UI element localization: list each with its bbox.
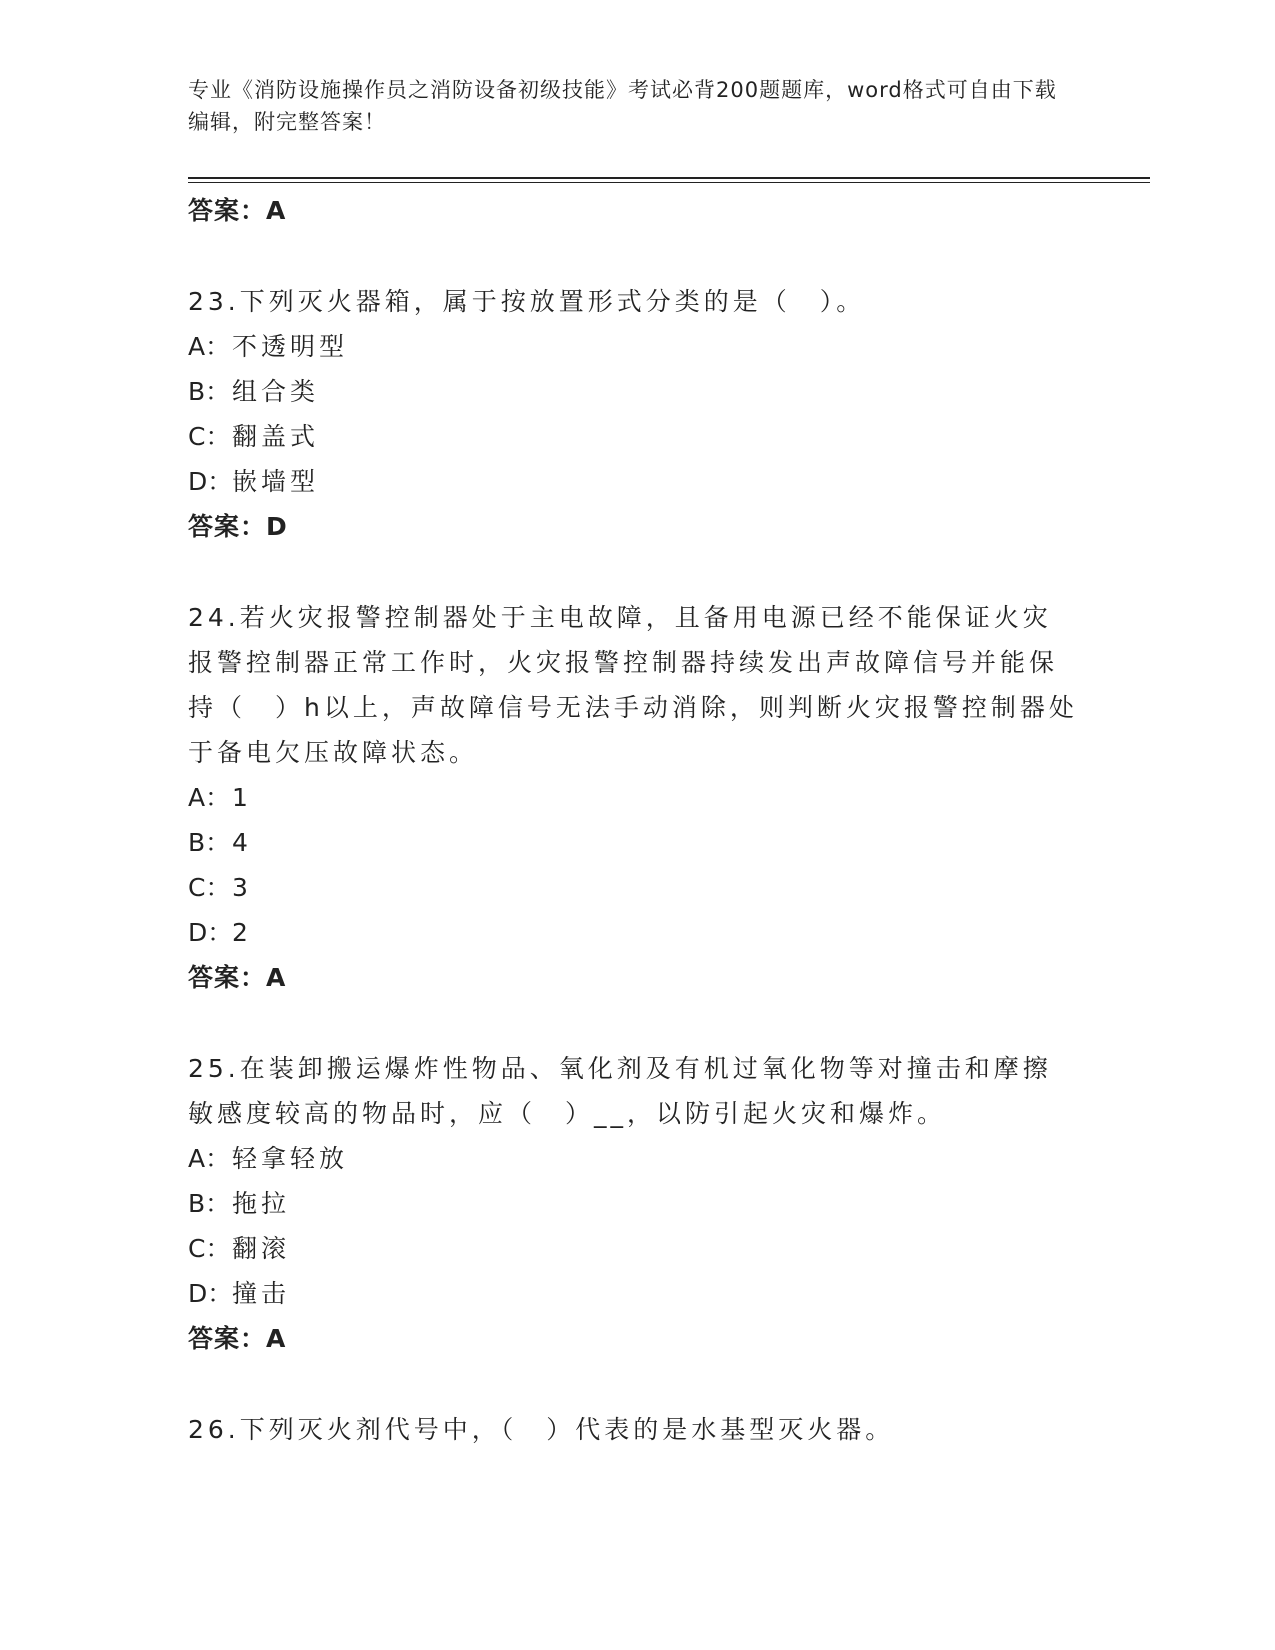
option-letter: A： — [188, 332, 231, 361]
option-d — [188, 459, 1088, 504]
option-b — [188, 820, 1088, 865]
option-letter: A： — [188, 783, 231, 812]
option-text: 2 — [232, 918, 252, 947]
option-letter: C： — [188, 422, 231, 451]
option-text: 4 — [232, 828, 252, 857]
answer-label: 答案： — [188, 512, 267, 541]
option-text: 翻盖式 — [232, 422, 320, 451]
document-header: 专业《消防设施操作员之消防设备初级技能》考试必背200题题库，word格式可自由下载编辑，附完整答案！ — [188, 78, 1057, 134]
spacer — [188, 1362, 1088, 1407]
option-letter: D： — [188, 1279, 233, 1308]
option-text: 不透明型 — [232, 332, 349, 361]
question-text: 26.下列灭火剂代号中，（ ）代表的是水基型灭火器。 — [188, 1415, 895, 1444]
answer-value: A — [266, 196, 287, 225]
option-d — [188, 1271, 1088, 1316]
header-rule-thick — [188, 177, 1150, 179]
answer-value: A — [266, 963, 287, 992]
option-letter: C： — [188, 1234, 231, 1263]
option-b — [188, 369, 1088, 414]
question-text: 25.在装卸搬运爆炸性物品、氧化剂及有机过氧化物等对撞击和摩擦敏感度较高的物品时，应（ ）__，以防引起火灾和爆炸。 — [188, 1054, 1052, 1128]
answer-line — [188, 1316, 1088, 1362]
answer-value: D — [266, 512, 288, 541]
option-text: 1 — [232, 783, 252, 812]
option-text: 组合类 — [232, 377, 320, 406]
option-d — [188, 910, 1088, 955]
answer-line — [188, 188, 1088, 234]
answer-value: A — [266, 1324, 287, 1353]
answer-label: 答案： — [188, 196, 267, 225]
question-text: 24.若火灾报警控制器处于主电故障，且备用电源已经不能保证火灾报警控制器正常工作时，火灾报警控制器持续发出声故障信号并能保持（ ）h以上，声故障信号无法手动消除，则判断火灾报警控制器处于备电欠压故障状态。 — [188, 603, 1078, 767]
option-letter: D： — [188, 467, 233, 496]
option-letter: B： — [188, 1189, 231, 1218]
option-a — [188, 324, 1088, 369]
answer-line — [188, 504, 1088, 550]
question-list — [188, 188, 1088, 1452]
spacer — [188, 1001, 1088, 1046]
answer-label: 答案： — [188, 1324, 267, 1353]
option-letter: A： — [188, 1144, 231, 1173]
option-letter: D： — [188, 918, 233, 947]
question-text: 23.下列灭火器箱，属于按放置形式分类的是（ ）。 — [188, 287, 866, 316]
answer-label: 答案： — [188, 963, 267, 992]
option-text: 拖拉 — [232, 1189, 291, 1218]
answer-line — [188, 955, 1088, 1001]
header-rule-thin — [188, 182, 1150, 183]
spacer — [188, 550, 1088, 595]
option-text: 翻滚 — [232, 1234, 291, 1263]
option-letter: C： — [188, 873, 231, 902]
option-a — [188, 1136, 1088, 1181]
option-a — [188, 775, 1088, 820]
option-text: 3 — [232, 873, 252, 902]
option-text: 嵌墙型 — [232, 467, 320, 496]
option-b — [188, 1181, 1088, 1226]
option-letter: B： — [188, 377, 231, 406]
option-c — [188, 414, 1088, 459]
spacer — [188, 234, 1088, 279]
option-c — [188, 1226, 1088, 1271]
option-c — [188, 865, 1088, 910]
option-letter: B： — [188, 828, 231, 857]
option-text: 撞击 — [232, 1279, 291, 1308]
option-text: 轻拿轻放 — [232, 1144, 349, 1173]
